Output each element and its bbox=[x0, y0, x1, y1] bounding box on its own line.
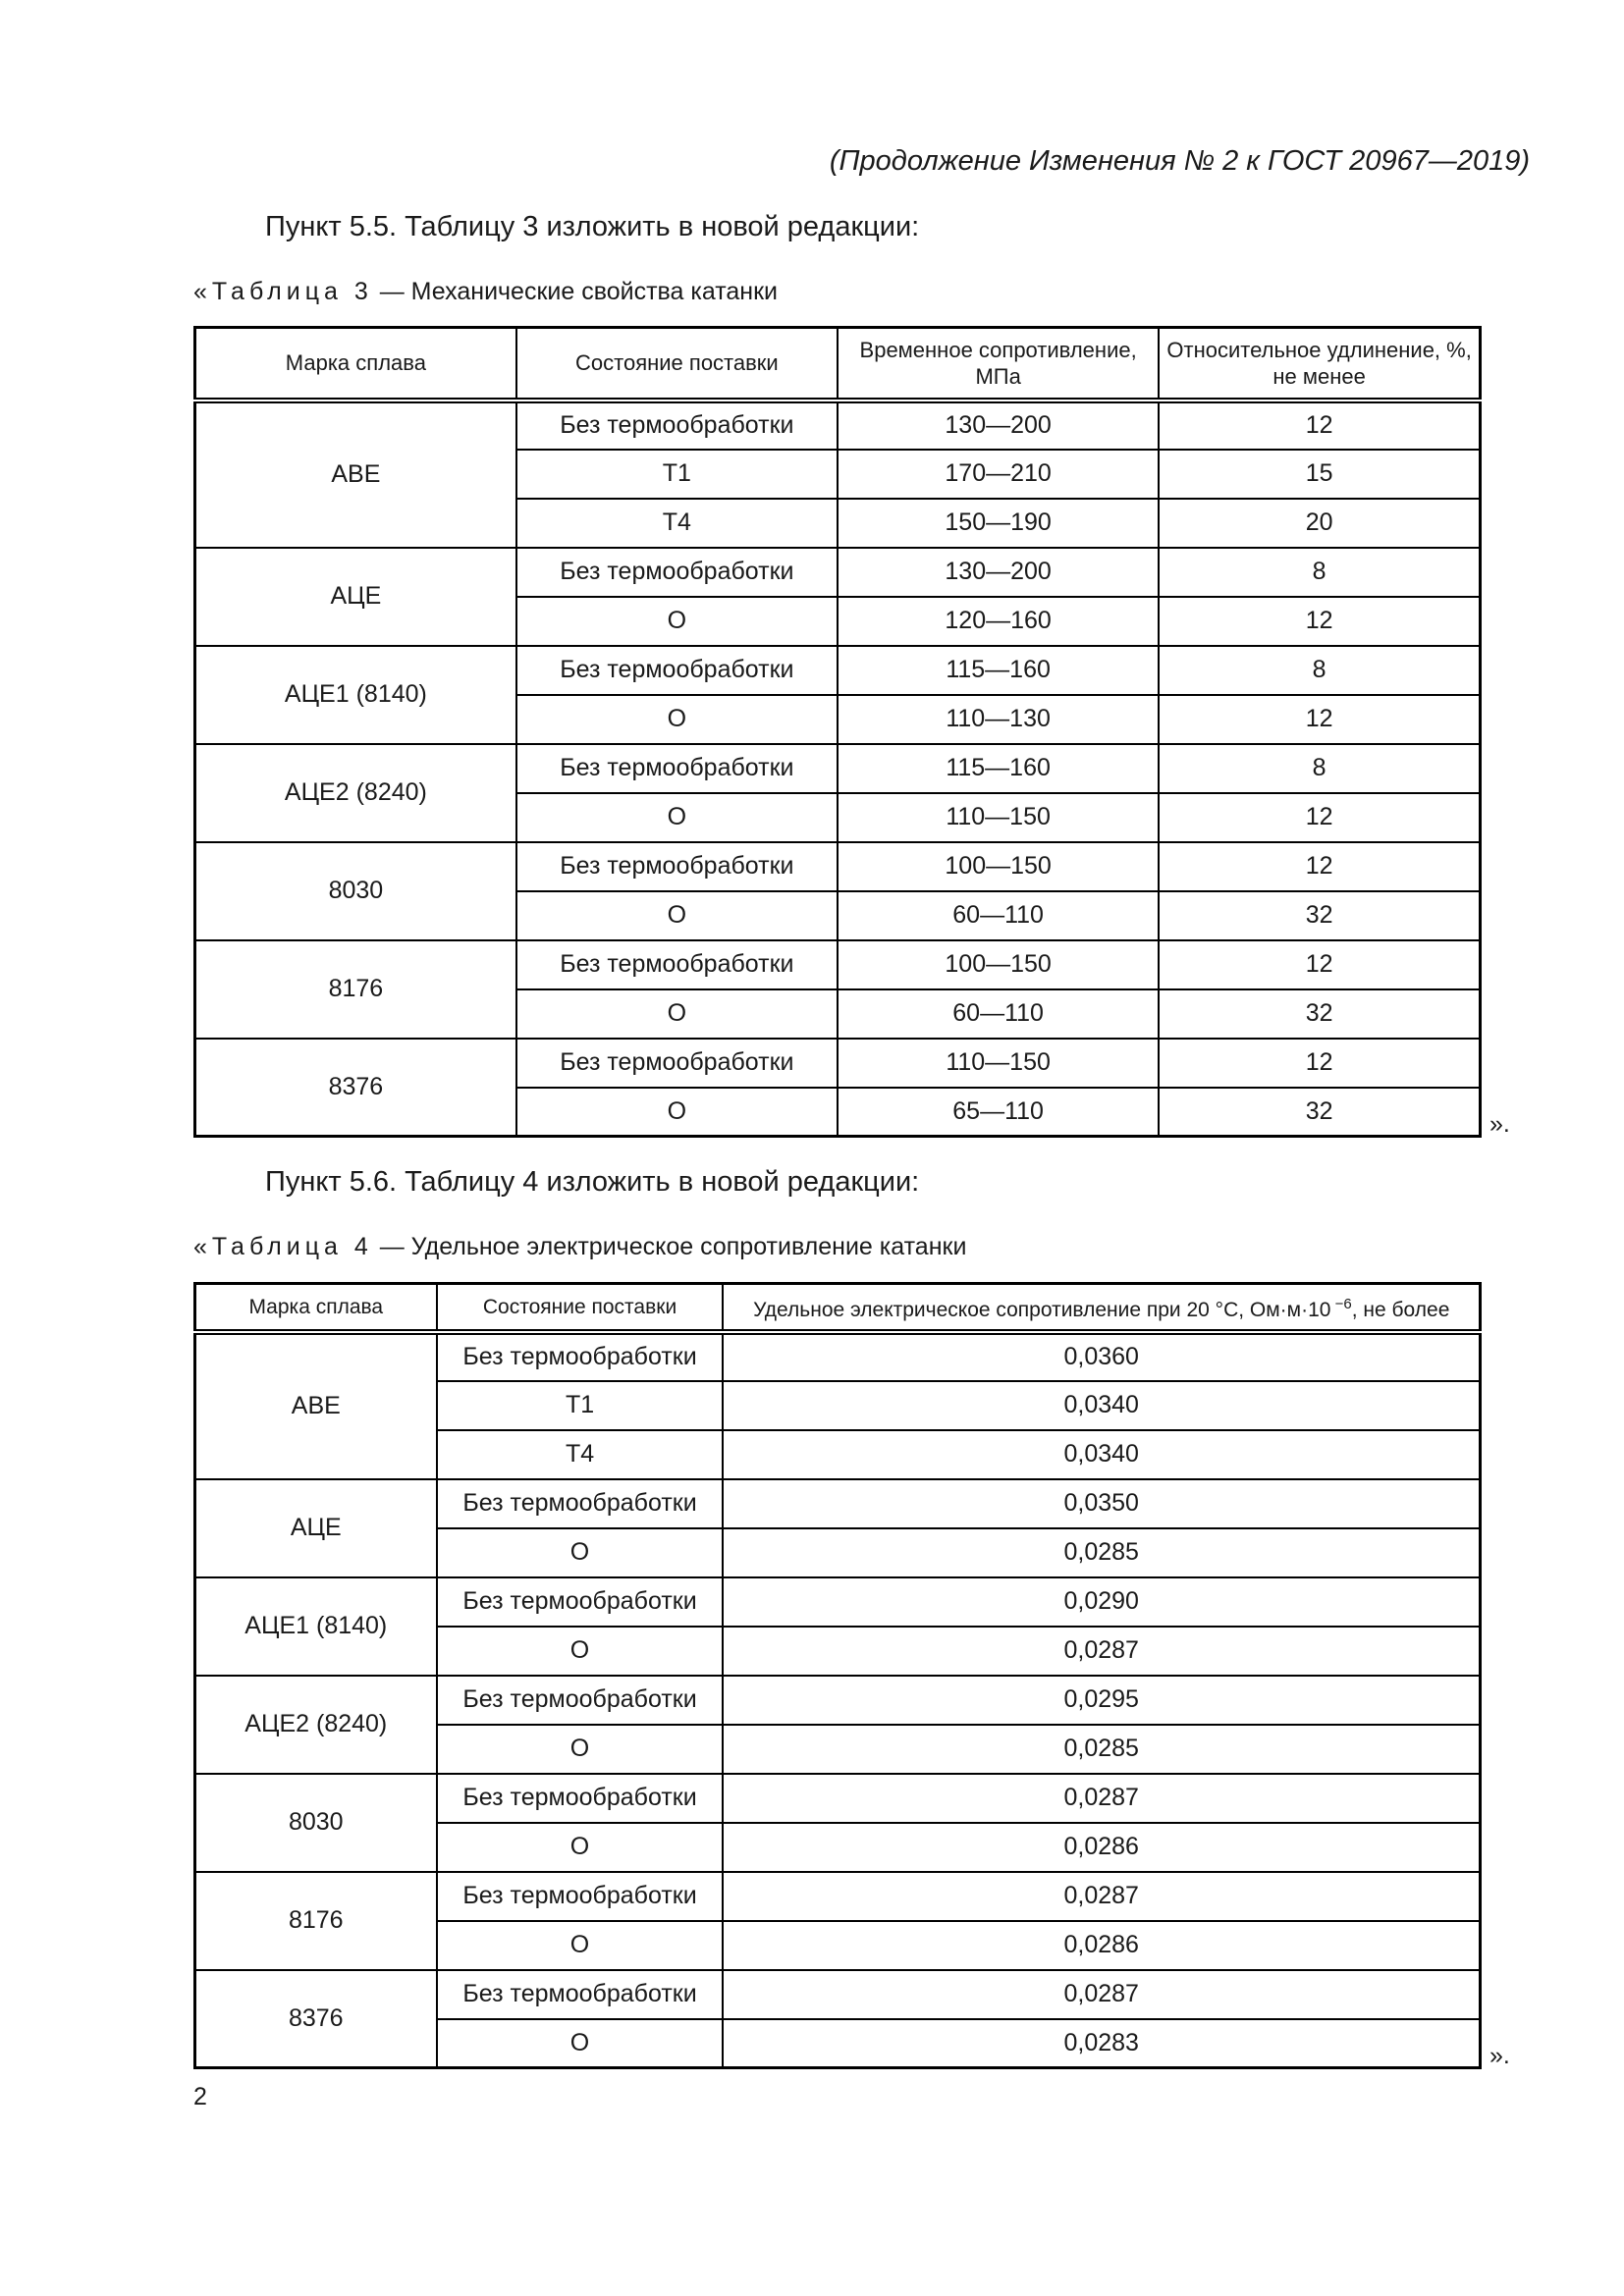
table3-cell-strength: 170—210 bbox=[838, 450, 1159, 499]
table3-cell-grade: АЦЕ1 (8140) bbox=[195, 646, 516, 744]
table4-caption-title: — Удельное электрическое сопротивление катанки bbox=[372, 1233, 967, 1260]
table3-cell-state: Без термообработки bbox=[516, 400, 838, 450]
table3-cell-state: Т4 bbox=[516, 499, 838, 548]
table4-cell-state: О bbox=[437, 1627, 724, 1676]
table3-cell-strength: 100—150 bbox=[838, 940, 1159, 989]
table4-cell-state: Без термообработки bbox=[437, 1872, 724, 1921]
table4-cell-state: Без термообработки bbox=[437, 1332, 724, 1381]
table3-cell-grade: 8376 bbox=[195, 1039, 516, 1137]
table4-cell-state: Без термообработки bbox=[437, 1970, 724, 2019]
table3-cell-strength: 110—150 bbox=[838, 1039, 1159, 1088]
table3-cell-elongation: 15 bbox=[1159, 450, 1480, 499]
table3-cell-state: Т1 bbox=[516, 450, 838, 499]
table3-cell-state: Без термообработки bbox=[516, 744, 838, 793]
table3-cell-state: Без термообработки bbox=[516, 940, 838, 989]
table3-cell-elongation: 12 bbox=[1159, 793, 1480, 842]
table3-cell-elongation: 12 bbox=[1159, 1039, 1480, 1088]
table4-cell-state: О bbox=[437, 1921, 724, 1970]
table3-cell-elongation: 12 bbox=[1159, 400, 1480, 450]
table3-caption-label: «Таблица 3 bbox=[193, 278, 373, 305]
table3-row bbox=[195, 400, 1481, 450]
table3-cell-elongation: 8 bbox=[1159, 548, 1480, 597]
table4-cell-grade: 8376 bbox=[195, 1970, 437, 2068]
page-header: (Продолжение Изменения № 2 к ГОСТ 20967—2019) bbox=[829, 145, 1530, 177]
table4-cell-state: Без термообработки bbox=[437, 1676, 724, 1725]
table4-cell-resistivity: 0,0285 bbox=[723, 1725, 1480, 1774]
table3-col-state: Состояние поставки bbox=[516, 328, 838, 400]
table4-cell-resistivity: 0,0285 bbox=[723, 1528, 1480, 1577]
table4-electrical-resistivity bbox=[193, 1282, 1482, 2069]
table4-cell-state: О bbox=[437, 2019, 724, 2068]
table4-col-resistivity-main: Удельное электрическое сопротивление при 20 °С, Ом·м·10 bbox=[753, 1298, 1331, 1321]
table3-col-elongation: Относительное удлинение, %, не менее bbox=[1159, 328, 1480, 400]
table3-cell-strength: 130—200 bbox=[838, 400, 1159, 450]
table3-cell-elongation: 20 bbox=[1159, 499, 1480, 548]
table4-cell-resistivity: 0,0283 bbox=[723, 2019, 1480, 2068]
table3-cell-strength: 100—150 bbox=[838, 842, 1159, 891]
table4-closing-quote: ». bbox=[1489, 2042, 1510, 2069]
table4-cell-grade: 8030 bbox=[195, 1774, 437, 1872]
table3-cell-state: О bbox=[516, 695, 838, 744]
table3-cell-strength: 110—130 bbox=[838, 695, 1159, 744]
table3-cell-grade: 8030 bbox=[195, 842, 516, 940]
table3-row bbox=[195, 940, 1481, 989]
table4-col-resistivity-exponent: −6 bbox=[1330, 1295, 1352, 1312]
table3-cell-strength: 150—190 bbox=[838, 499, 1159, 548]
table3-cell-state: Без термообработки bbox=[516, 548, 838, 597]
table3-cell-strength: 65—110 bbox=[838, 1088, 1159, 1137]
table3-cell-elongation: 8 bbox=[1159, 646, 1480, 695]
table4-cell-resistivity: 0,0286 bbox=[723, 1921, 1480, 1970]
table4-row bbox=[195, 1774, 1481, 1823]
table4-cell-state: Т1 bbox=[437, 1381, 724, 1430]
table4-cell-grade: АЦЕ1 (8140) bbox=[195, 1577, 437, 1676]
table3-cell-state: Без термообработки bbox=[516, 646, 838, 695]
page-number: 2 bbox=[193, 2083, 207, 2110]
table3-cell-state: О bbox=[516, 1088, 838, 1137]
table3-cell-elongation: 12 bbox=[1159, 695, 1480, 744]
table4-cell-resistivity: 0,0360 bbox=[723, 1332, 1480, 1381]
table3-mechanical-properties bbox=[193, 326, 1482, 1138]
table3-row bbox=[195, 744, 1481, 793]
table4-caption-label: «Таблица 4 bbox=[193, 1233, 373, 1260]
table3-col-grade: Марка сплава bbox=[195, 328, 516, 400]
table3-cell-state: О bbox=[516, 891, 838, 940]
table3-caption-title: — Механические свойства катанки bbox=[372, 278, 779, 305]
table4-cell-grade: АЦЕ bbox=[195, 1479, 437, 1577]
table4-row bbox=[195, 1577, 1481, 1627]
table4-col-resistivity-tail: , не более bbox=[1351, 1298, 1450, 1321]
table4-cell-state: О bbox=[437, 1725, 724, 1774]
table3-cell-elongation: 12 bbox=[1159, 842, 1480, 891]
table3-cell-state: О bbox=[516, 989, 838, 1039]
table4-row bbox=[195, 1872, 1481, 1921]
table4-cell-grade: 8176 bbox=[195, 1872, 437, 1970]
table4-cell-resistivity: 0,0287 bbox=[723, 1872, 1480, 1921]
table3-cell-strength: 60—110 bbox=[838, 891, 1159, 940]
table3-cell-elongation: 12 bbox=[1159, 597, 1480, 646]
table3-cell-grade: АЦЕ bbox=[195, 548, 516, 646]
table3-cell-grade: АВЕ bbox=[195, 400, 516, 548]
table4-cell-resistivity: 0,0287 bbox=[723, 1970, 1480, 2019]
table3-row bbox=[195, 1039, 1481, 1088]
table4-header-row bbox=[195, 1284, 1481, 1332]
table3-cell-state: О bbox=[516, 793, 838, 842]
table3-cell-elongation: 8 bbox=[1159, 744, 1480, 793]
table3-caption bbox=[193, 278, 778, 306]
table4-cell-resistivity: 0,0286 bbox=[723, 1823, 1480, 1872]
table4-cell-grade: АВЕ bbox=[195, 1332, 437, 1479]
table4-cell-state: Без термообработки bbox=[437, 1577, 724, 1627]
table4-row bbox=[195, 1332, 1481, 1381]
table3-cell-grade: 8176 bbox=[195, 940, 516, 1039]
table3-cell-elongation: 32 bbox=[1159, 891, 1480, 940]
section-5-6-intro: Пункт 5.6. Таблицу 4 изложить в новой редакции: bbox=[265, 1166, 920, 1198]
table3-cell-strength: 110—150 bbox=[838, 793, 1159, 842]
table4-cell-resistivity: 0,0350 bbox=[723, 1479, 1480, 1528]
table3-row bbox=[195, 548, 1481, 597]
table4-caption bbox=[193, 1233, 966, 1261]
table4-cell-resistivity: 0,0340 bbox=[723, 1381, 1480, 1430]
table3-cell-state: О bbox=[516, 597, 838, 646]
table4-row bbox=[195, 1479, 1481, 1528]
table4-cell-state: Т4 bbox=[437, 1430, 724, 1479]
table3-cell-elongation: 32 bbox=[1159, 989, 1480, 1039]
table4-row bbox=[195, 1970, 1481, 2019]
table4-cell-grade: АЦЕ2 (8240) bbox=[195, 1676, 437, 1774]
table3-row bbox=[195, 646, 1481, 695]
table3-cell-strength: 120—160 bbox=[838, 597, 1159, 646]
table4-cell-resistivity: 0,0287 bbox=[723, 1774, 1480, 1823]
table3-cell-state: Без термообработки bbox=[516, 842, 838, 891]
table4-col-grade: Марка сплава bbox=[195, 1284, 437, 1332]
table3-cell-elongation: 32 bbox=[1159, 1088, 1480, 1137]
table4-cell-state: Без термообработки bbox=[437, 1479, 724, 1528]
table4-cell-state: Без термообработки bbox=[437, 1774, 724, 1823]
table4-row bbox=[195, 1676, 1481, 1725]
table3-cell-strength: 130—200 bbox=[838, 548, 1159, 597]
table4-col-resistivity bbox=[723, 1284, 1480, 1332]
table4-cell-state: О bbox=[437, 1823, 724, 1872]
table3-cell-strength: 115—160 bbox=[838, 744, 1159, 793]
table3-cell-elongation: 12 bbox=[1159, 940, 1480, 989]
table3-cell-state: Без термообработки bbox=[516, 1039, 838, 1088]
table3-col-strength: Временное сопротивление, МПа bbox=[838, 328, 1159, 400]
table4-cell-resistivity: 0,0290 bbox=[723, 1577, 1480, 1627]
table4-cell-resistivity: 0,0287 bbox=[723, 1627, 1480, 1676]
table4-cell-resistivity: 0,0295 bbox=[723, 1676, 1480, 1725]
table3-cell-strength: 60—110 bbox=[838, 989, 1159, 1039]
table3-cell-grade: АЦЕ2 (8240) bbox=[195, 744, 516, 842]
table3-header-row bbox=[195, 328, 1481, 400]
table4-cell-state: О bbox=[437, 1528, 724, 1577]
table3-row bbox=[195, 842, 1481, 891]
table4-col-state: Состояние поставки bbox=[437, 1284, 724, 1332]
table3-cell-strength: 115—160 bbox=[838, 646, 1159, 695]
table4-cell-resistivity: 0,0340 bbox=[723, 1430, 1480, 1479]
section-5-5-intro: Пункт 5.5. Таблицу 3 изложить в новой редакции: bbox=[265, 211, 920, 242]
table3-closing-quote: ». bbox=[1489, 1110, 1510, 1138]
